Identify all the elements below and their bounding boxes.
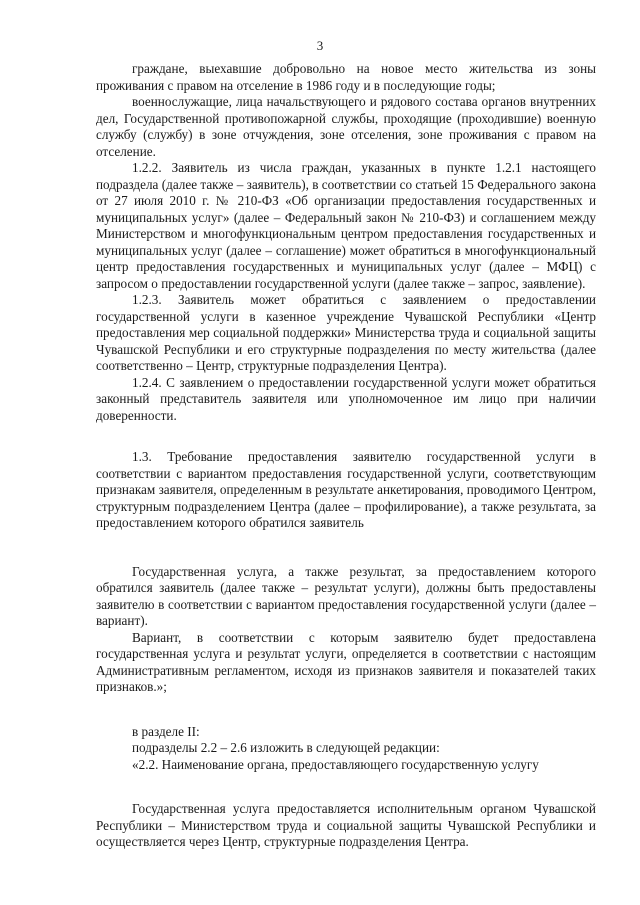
spacer <box>96 696 596 724</box>
section-heading-1-3: 1.3. Требование предоставления заявителю государственной услуги в соответствии с вариантом предоставления государственной услуги, соответствующим признакам заявителя, определенным в результате анкетирования, проводимого Центром, структурным подразделением Центра (далее – профилирование), а также результата, за предоставлением которого обратился заявитель <box>96 449 596 530</box>
spacer <box>96 532 596 564</box>
document-body <box>96 61 596 851</box>
page-number: 3 <box>316 38 324 53</box>
paragraph-1-2-2: 1.2.2. Заявитель из числа граждан, указанных в пункте 1.2.1 настоящего подраздела (далее также – заявитель), в соответствии со статьей 15 Федерального закона от 27 июля 2010 г. № 210-ФЗ «Об организации предоставления государственных и муниципальных услуг» (далее – Федеральный закон № 210-ФЗ) и соглашением между Министерством и многофункциональным центром предоставления государственных и муниципальных услуг (далее – соглашение) может обратиться в многофункциональный центр предоставления государственных и муниципальных услуг (далее – МФЦ) с запросом о предоставлении государственной услуги (далее также – запрос, заявление). <box>96 160 596 291</box>
paragraph-section-ii: в разделе II: <box>132 723 200 739</box>
paragraph-subsections: подразделы 2.2 – 2.6 изложить в следующей редакции: <box>132 740 440 755</box>
paragraph-1-2-4: 1.2.4. С заявлением о предоставлении государственной услуги может обратиться законный представитель заявителя или уполномоченное им лицо при наличии доверенности. <box>96 374 596 423</box>
paragraph-service-provider: Государственная услуга предоставляется исполнительным органом Чувашской Республики – Министерством труда и социальной защиты Чувашской Республики и осуществляется через Центр, структурные подразделения Центра. <box>96 801 596 849</box>
spacer <box>96 773 596 801</box>
paragraph-1-2-3: 1.2.3. Заявитель может обратиться с заявлением о предоставлении государственной услуги в казенное учреждение Чувашской Республики «Центр предоставления мер социальной поддержки» Министерства труда и социальной защиты Чувашской Республики и его структурные подразделения по месту жительства (далее соответственно – Центр, структурные подразделения Центра). <box>96 292 596 373</box>
paragraph-military-personnel: военнослужащие, лица начальствующего и рядового состава органов внутренних дел, Государственной противопожарной службы, проходящие (проходившие) военную службу (службу) в зоне отчуждения, зоне отселения, зоне проживания с правом на отселение. <box>96 94 596 159</box>
spacer <box>96 424 596 449</box>
paragraph-variant: Вариант, в соответствии с которым заявителю будет предоставлена государственная услуга и результат услуги, определяется в соответствии с настоящим Административным регламентом, исходя из признаков заявителя и показателей таких признаков.»; <box>96 629 596 694</box>
section-heading-2-2: «2.2. Наименование органа, предоставляющего государственную услугу <box>132 756 539 772</box>
paragraph-service-result: Государственная услуга, а также результат, за предоставлением которого обратился заявитель (далее также – результат услуги), должны быть предоставлены заявителю в соответствии с вариантом предоставления государственной услуги (далее – вариант). <box>96 563 596 628</box>
paragraph-evacuated-citizens: граждане, выехавшие добровольно на новое место жительства из зоны проживания с правом на отселение в 1986 году и в последующие годы; <box>96 61 596 93</box>
